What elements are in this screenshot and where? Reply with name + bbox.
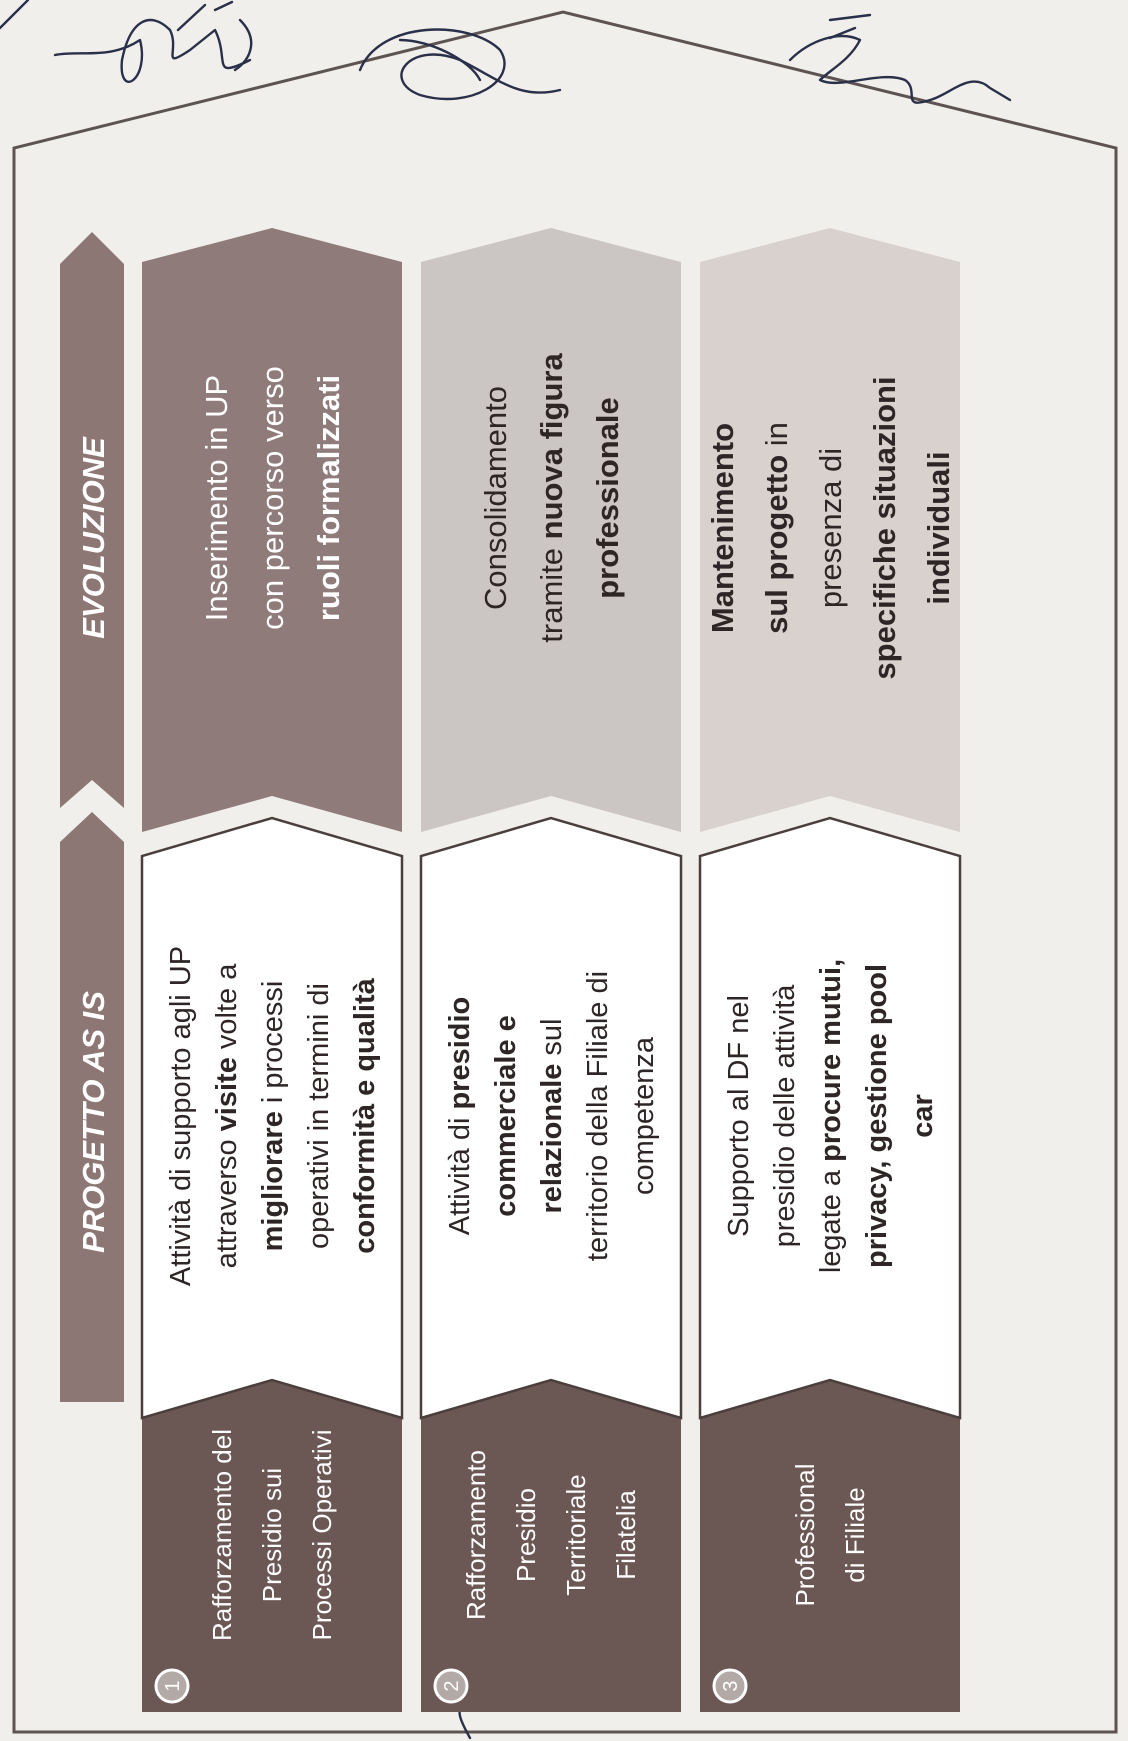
evolution-text-segment: specifiche situazioni xyxy=(866,376,902,680)
evolution-header-label: EVOLUZIONE xyxy=(76,437,111,639)
evolution-text-line xyxy=(759,422,794,634)
evolution-text-line xyxy=(590,397,625,599)
as-is-text-line xyxy=(257,981,289,1252)
row-title-line: Rafforzamento del xyxy=(207,1429,238,1641)
as-is-text-segment: migliorare xyxy=(257,1111,290,1252)
row-3 xyxy=(700,228,960,1712)
evolution-text-segment: tramite xyxy=(533,539,569,643)
evolution-text-segment: Consolidamento xyxy=(477,385,513,611)
evolution-text-line xyxy=(534,353,569,643)
as-is-text-line xyxy=(536,1018,568,1213)
as-is-text-segment: volte a xyxy=(211,963,244,1058)
as-is-text-segment: territorio della Filiale di xyxy=(582,970,615,1262)
as-is-text-line xyxy=(723,995,755,1237)
evolution-text-segment: sul progetto xyxy=(758,454,794,634)
as-is-text-segment: commerciale e xyxy=(490,1015,523,1217)
as-is-text-line xyxy=(490,1015,522,1217)
as-is-text-segment: privacy, gestione pool xyxy=(861,963,894,1269)
header-evolution xyxy=(60,232,124,808)
evolution-text-segment: in xyxy=(758,422,794,455)
evolution-text-segment: ruoli formalizzati xyxy=(310,374,346,622)
as-is-text-line xyxy=(349,977,381,1253)
evolution-text-segment: Mantenimento xyxy=(704,422,740,634)
row-title-line: Presidio sui xyxy=(257,1467,288,1603)
evolution-text-segment: presenza di xyxy=(812,447,848,609)
row-title-line: Territoriale xyxy=(561,1474,592,1596)
as-is-text-line xyxy=(907,1094,939,1138)
as-is-text-segment: visite xyxy=(211,1057,244,1132)
evolution-text-line xyxy=(478,386,513,610)
as-is-text-segment: car xyxy=(907,1094,940,1138)
as-is-text-segment: relazionale xyxy=(536,1063,569,1214)
evolution-text-line xyxy=(255,366,290,630)
as-is-text-line xyxy=(861,964,893,1268)
evolution-text-segment: con percorso verso xyxy=(254,366,290,630)
as-is-text-segment: competenza xyxy=(628,1037,661,1195)
as-is-text-segment: procure mutui, xyxy=(815,958,848,1162)
as-is-text-segment: presidio delle attività xyxy=(769,984,802,1248)
evolution-text-segment: Inserimento in UP xyxy=(198,374,234,622)
evolution-text-line xyxy=(705,423,740,633)
as-is-text-segment: Attività di supporto agli UP xyxy=(165,945,198,1287)
process-rows xyxy=(142,228,960,1712)
as-is-text-line xyxy=(815,959,847,1273)
row-number: 3 xyxy=(720,1680,742,1692)
header-as-is xyxy=(60,812,124,1402)
as-is-text-segment: conformità e qualità xyxy=(349,978,382,1254)
row-title-line: Filatelia xyxy=(611,1490,642,1580)
row-number: 2 xyxy=(441,1680,463,1692)
as-is-text-segment: attraverso xyxy=(211,1131,244,1269)
row-title-line: Professional xyxy=(790,1463,821,1607)
as-is-text-line xyxy=(628,1036,660,1195)
as-is-text-segment: legate a xyxy=(815,1161,848,1274)
evolution-text-line xyxy=(311,375,346,621)
as-is-text-line xyxy=(444,997,476,1236)
as-is-text-segment: i processi xyxy=(257,980,290,1112)
row-title-line: Processi Operativi xyxy=(307,1429,338,1641)
as-is-text-segment: sul xyxy=(536,1018,569,1064)
as-is-text-line xyxy=(769,984,801,1248)
row-title-line: Rafforzamento xyxy=(461,1449,492,1621)
as-is-text-segment: presidio xyxy=(444,996,477,1110)
row-1 xyxy=(142,228,402,1712)
evolution-text-segment: nuova figura xyxy=(533,353,569,540)
evolution-text-line xyxy=(867,376,902,679)
as-is-text-line xyxy=(582,971,614,1261)
evolution-text-line xyxy=(921,451,956,604)
as-is-text-line xyxy=(211,963,243,1269)
row-title-line: di Filiale xyxy=(840,1487,871,1583)
evolution-text-line xyxy=(813,448,848,608)
as-is-text-line xyxy=(165,946,197,1286)
as-is-text-segment: operativi in termini di xyxy=(303,983,336,1249)
evolution-text-segment: individuali xyxy=(920,451,956,605)
evolution-text xyxy=(199,366,346,630)
evolution-text-line xyxy=(199,375,234,621)
row-title-line: Presidio xyxy=(511,1488,542,1582)
row-number: 1 xyxy=(162,1680,184,1692)
as-is-text-line xyxy=(303,983,335,1249)
as-is-header-label: PROGETTO AS IS xyxy=(76,991,111,1253)
evolution-text-segment: professionale xyxy=(589,397,625,599)
as-is-text-segment: Attività di xyxy=(444,1109,477,1236)
row-2 xyxy=(421,228,681,1712)
as-is-text-segment: Supporto al DF nel xyxy=(723,995,756,1237)
